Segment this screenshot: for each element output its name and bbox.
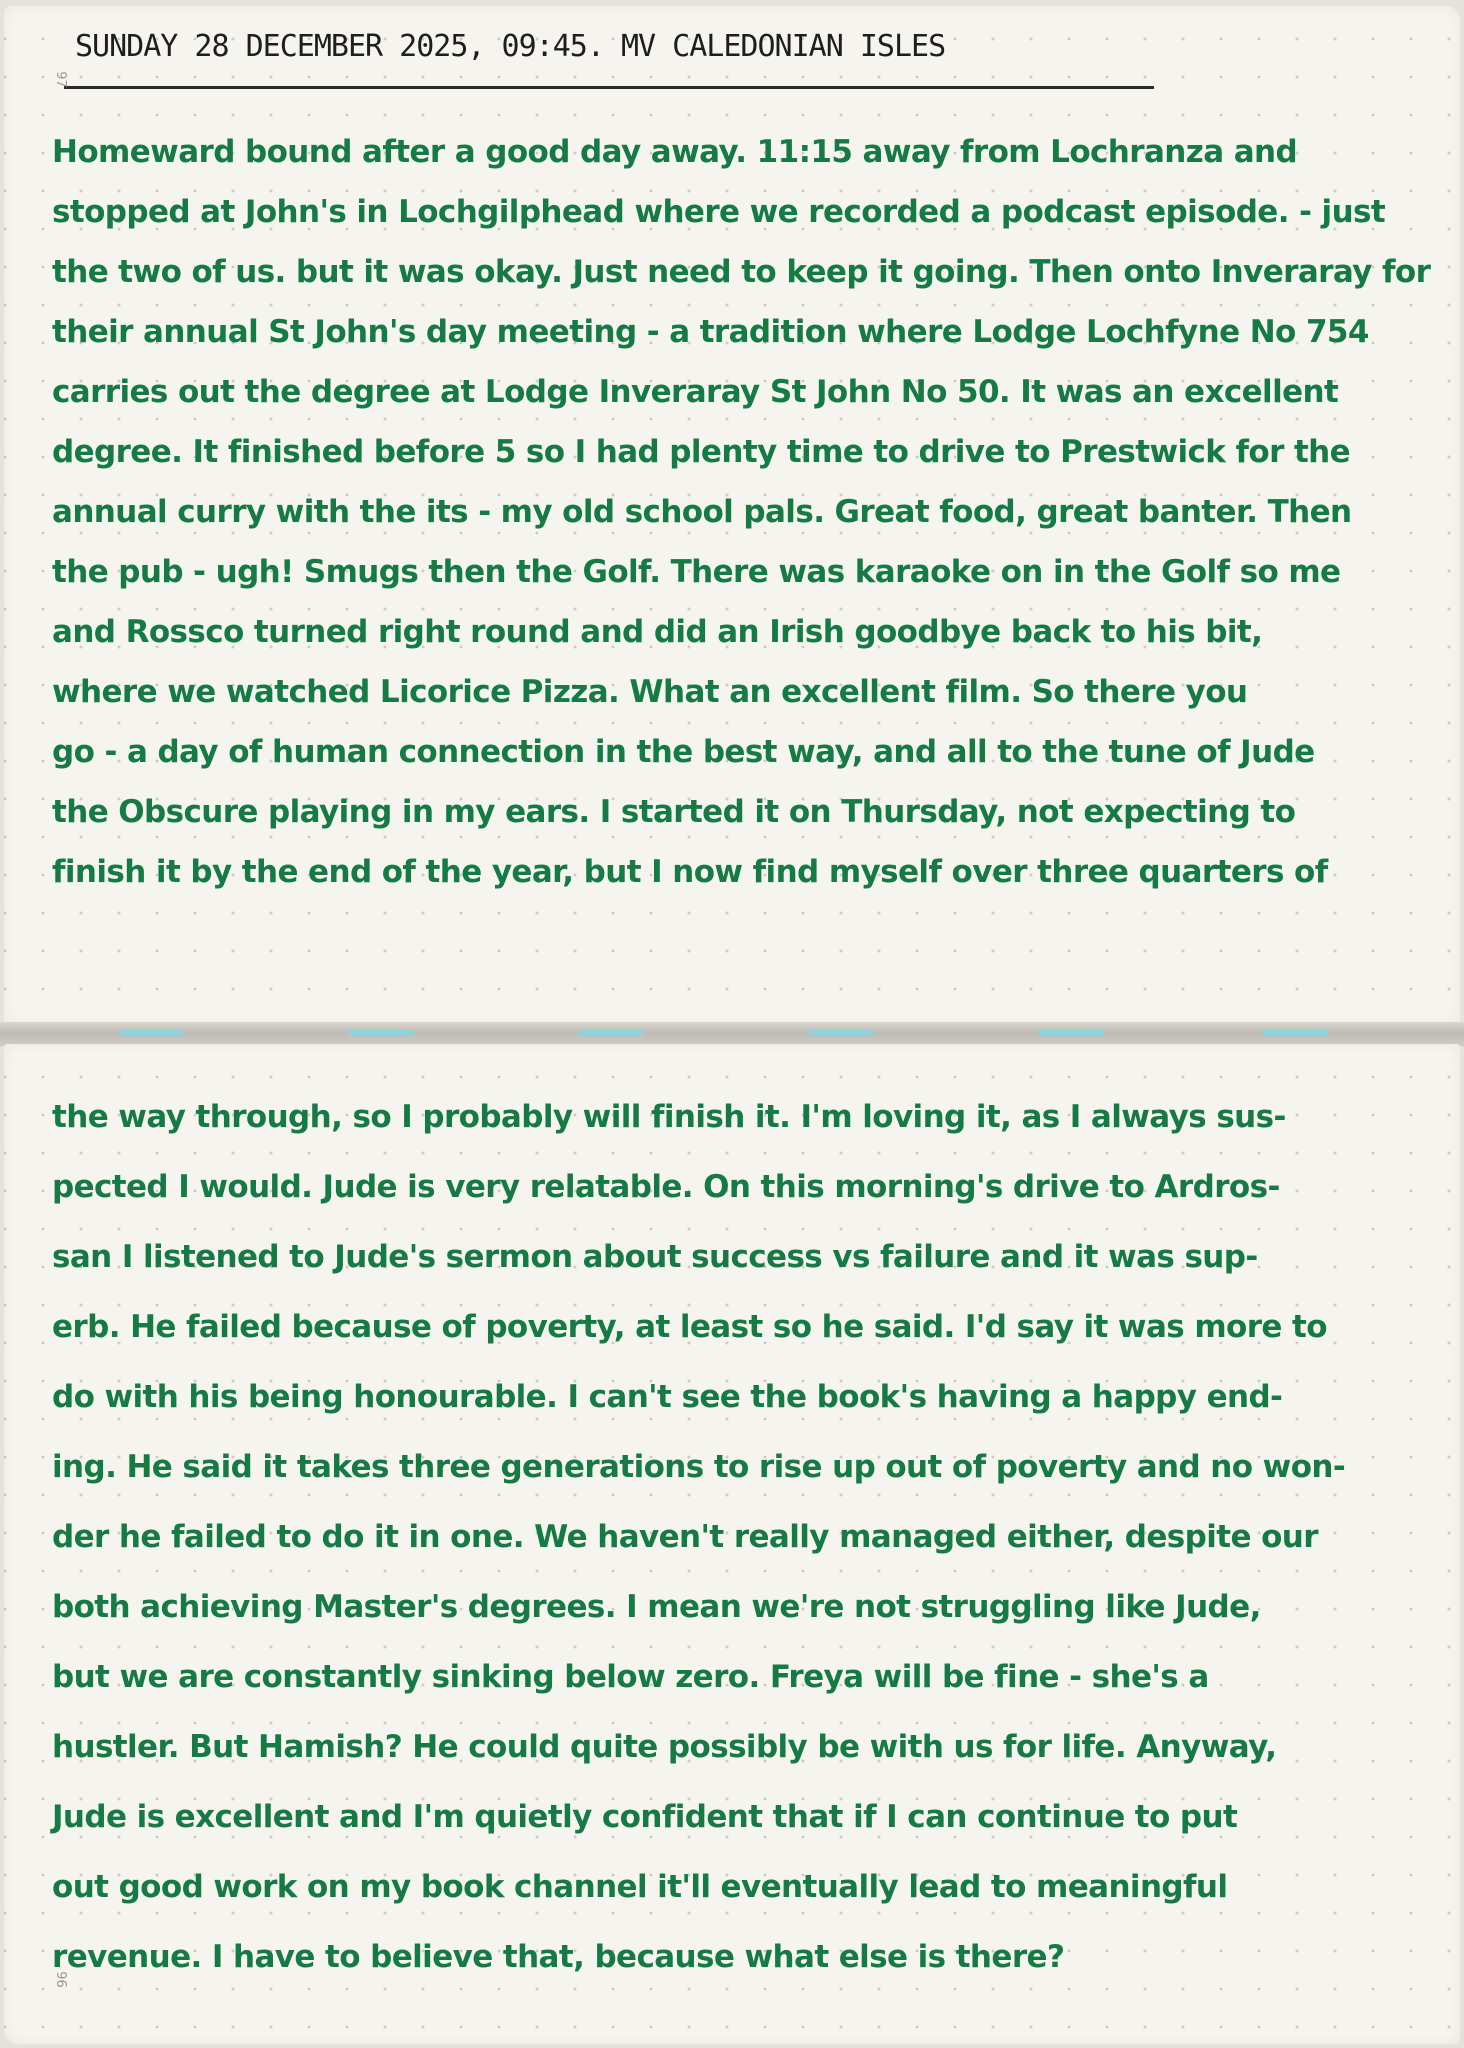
- text-line: the pub - ugh! Smugs then the Golf. There was karaoke on in the Golf so me: [52, 554, 1341, 590]
- binding-thread: [118, 1030, 184, 1035]
- page-number-bottom: 96: [52, 1971, 68, 1988]
- text-line: go - a day of human connection in the best way, and all to the tune of Jude: [52, 734, 1315, 770]
- text-line: carries out the degree at Lodge Inveraray St John No 50. It was an excellent: [52, 374, 1339, 410]
- text-line: Jude is excellent and I'm quietly confident that if I can continue to put: [52, 1799, 1238, 1835]
- text-line: erb. He failed because of poverty, at least so he said. I'd say it was more to: [52, 1309, 1327, 1345]
- entry-text-top: [52, 122, 1444, 902]
- text-line: san I listened to Jude's sermon about success vs failure and it was sup-: [52, 1239, 1258, 1275]
- text-line: where we watched Licorice Pizza. What an excellent film. So there you: [52, 674, 1248, 710]
- binding-thread: [1038, 1030, 1104, 1035]
- notebook-gutter: [0, 1022, 1464, 1046]
- text-line: but we are constantly sinking below zero. Freya will be fine - she's a: [52, 1659, 1209, 1695]
- text-line: der he failed to do it in one. We haven't really managed either, despite our: [52, 1519, 1318, 1555]
- page-number-top: 97: [52, 71, 68, 88]
- entry-text-bottom: [52, 1082, 1444, 1992]
- entry-header: SUNDAY 28 DECEMBER 2025, 09:45. MV CALEDONIAN ISLES: [75, 29, 946, 64]
- text-line: stopped at John's in Lochgilphead where we recorded a podcast episode. - just: [52, 194, 1386, 230]
- text-line: the Obscure playing in my ears. I started it on Thursday, not expecting to: [52, 794, 1296, 830]
- binding-thread: [1262, 1030, 1328, 1035]
- text-line: degree. It finished before 5 so I had plenty time to drive to Prestwick for the: [52, 434, 1351, 470]
- text-line: both achieving Master's degrees. I mean we're not struggling like Jude,: [52, 1589, 1261, 1625]
- binding-thread: [578, 1030, 644, 1035]
- text-line: their annual St John's day meeting - a tradition where Lodge Lochfyne No 754: [52, 314, 1369, 350]
- text-line: the way through, so I probably will finish it. I'm loving it, as I always sus-: [52, 1099, 1286, 1135]
- text-line: pected I would. Jude is very relatable. On this morning's drive to Ardros-: [52, 1169, 1280, 1205]
- text-line: revenue. I have to believe that, because what else is there?: [52, 1939, 1065, 1975]
- text-line: out good work on my book channel it'll eventually lead to meaningful: [52, 1869, 1228, 1905]
- text-line: do with his being honourable. I can't see the book's having a happy end-: [52, 1379, 1283, 1415]
- text-line: and Rossco turned right round and did an Irish goodbye back to his bit,: [52, 614, 1263, 650]
- text-line: ing. He said it takes three generations to rise up out of poverty and no won-: [52, 1449, 1346, 1485]
- text-line: finish it by the end of the year, but I now find myself over three quarters of: [52, 854, 1328, 890]
- binding-thread: [808, 1030, 874, 1035]
- text-line: annual curry with the its - my old school pals. Great food, great banter. Then: [52, 494, 1352, 530]
- text-line: hustler. But Hamish? He could quite possibly be with us for life. Anyway,: [52, 1729, 1277, 1765]
- header-underline: [64, 86, 1154, 89]
- text-line: the two of us. but it was okay. Just need to keep it going. Then onto Inveraray for: [52, 254, 1431, 290]
- text-line: Homeward bound after a good day away. 11:15 away from Lochranza and: [52, 134, 1298, 170]
- binding-thread: [348, 1030, 414, 1035]
